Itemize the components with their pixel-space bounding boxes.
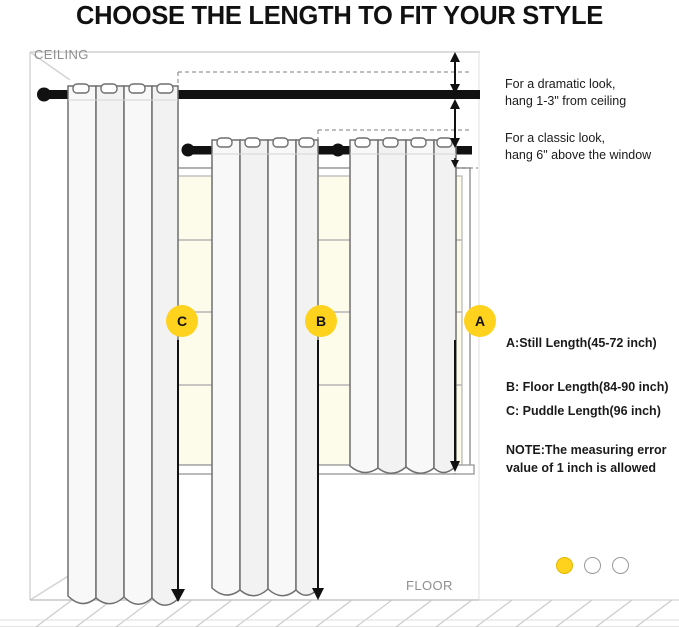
floor-hatching [0,600,679,627]
curtain-panel-b [212,138,318,596]
badge-c [166,305,198,337]
curtain-panel-c [68,84,178,605]
label-ceiling: CEILING [34,47,89,62]
callout-classic-line2: hang 6" above the window [505,147,652,162]
svg-text:C: C [176,313,188,329]
measuring-note-line2: value of 1 inch is allowed [506,460,657,475]
legend-item-c: C: Puddle Length(96 inch) [506,404,661,418]
measuring-note-line1: NOTE:The measuring error [506,443,667,457]
label-floor: FLOOR [406,578,453,593]
carousel-dot-2[interactable] [584,557,601,574]
curtain-panel-a [350,138,456,473]
svg-text:A: A [474,313,486,329]
badge-b [305,305,337,337]
legend-item-a: A:Still Length(45-72 inch) [506,336,657,350]
badge-a [464,305,496,337]
legend-item-b: B: Floor Length(84-90 inch) [506,380,669,394]
callout-dramatic [505,76,626,110]
page-title: CHOOSE THE LENGTH TO FIT YOUR STYLE [76,2,603,30]
measuring-note [506,442,666,477]
carousel-dots[interactable] [556,557,629,574]
carousel-dot-3[interactable] [612,557,629,574]
svg-text:B: B [315,313,327,329]
carousel-dot-1[interactable] [556,557,573,574]
callout-dramatic-line2: hang 1-3" from ceiling [505,93,627,108]
callout-dramatic-line1: For a dramatic look, [505,77,616,91]
callout-classic [505,130,651,164]
callout-classic-line1: For a classic look, [505,131,606,145]
